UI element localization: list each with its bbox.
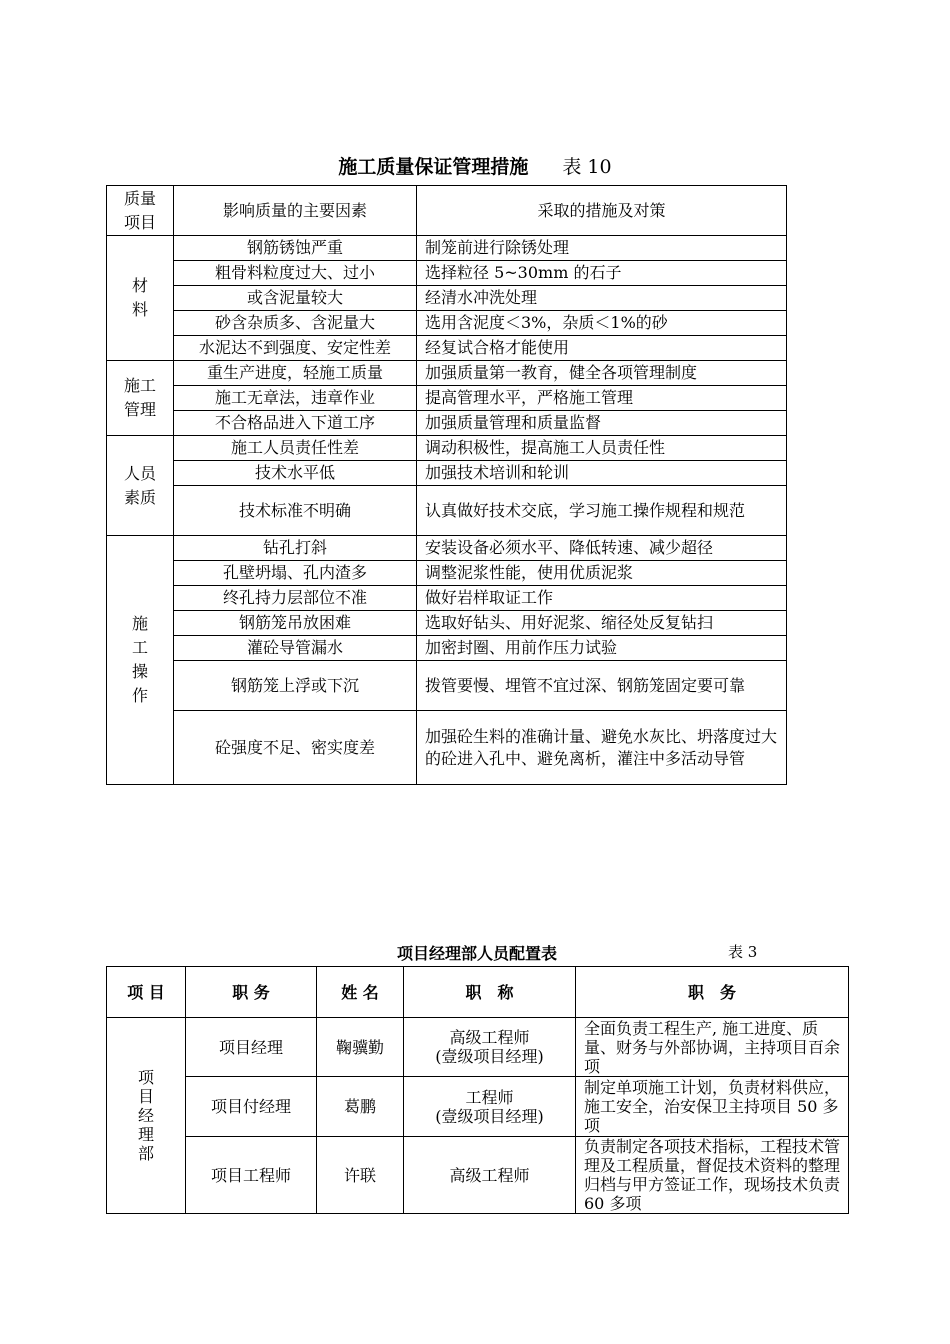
- duty-cell: 负责制定各项技术指标，工程技术管理及工程质量，督促技术资料的整理归档与甲方签证工作，现场技术负责 60 多项: [576, 1137, 849, 1214]
- table1-title: 施工质量保证管理措施: [338, 156, 529, 178]
- measure-cell: 选取好钻头、用好泥浆、缩径处反复钻扫: [417, 611, 787, 636]
- header-factor: 影响质量的主要因素: [174, 186, 417, 236]
- factor-cell: 不合格品进入下道工序: [174, 411, 417, 436]
- measure-cell: 选择粒径 5~30mm 的石子: [417, 261, 787, 286]
- table-row: [107, 311, 787, 336]
- header-position: 职 务: [186, 967, 317, 1018]
- header-title: 职 称: [404, 967, 576, 1018]
- title-cell: 高级工程师 (壹级项目经理): [404, 1018, 576, 1077]
- table-row: [107, 361, 787, 386]
- table-row: [107, 386, 787, 411]
- group-cell: 项 目 经 理 部: [107, 1018, 186, 1214]
- table-header-row: [107, 967, 849, 1018]
- category-cell: 施工 管理: [107, 361, 174, 436]
- table-header-row: [107, 186, 787, 236]
- factor-cell: 终孔持力层部位不准: [174, 586, 417, 611]
- measure-cell: 制笼前进行除锈处理: [417, 236, 787, 261]
- table-row: [107, 536, 787, 561]
- table-row: [107, 661, 787, 711]
- measure-cell: 调动积极性，提高施工人员责任性: [417, 436, 787, 461]
- table-row: [107, 1077, 849, 1137]
- factor-cell: 砼强度不足、密实度差: [174, 711, 417, 785]
- measure-cell: 加密封圈、用前作压力试验: [417, 636, 787, 661]
- measure-cell: 加强技术培训和轮训: [417, 461, 787, 486]
- table2-caption: [106, 941, 848, 965]
- position-cell: 项目经理: [186, 1018, 317, 1077]
- factor-cell: 灌砼导管漏水: [174, 636, 417, 661]
- measure-cell: 加强质量第一教育，健全各项管理制度: [417, 361, 787, 386]
- table-row: [107, 611, 787, 636]
- measure-cell: 加强质量管理和质量监督: [417, 411, 787, 436]
- table1-caption: [0, 152, 950, 179]
- measure-cell: 加强砼生料的准确计量、避免水灰比、坍落度过大的砼进入孔中、避免离析，灌注中多活动导管: [417, 711, 787, 785]
- header-name: 姓 名: [317, 967, 404, 1018]
- table-row: [107, 286, 787, 311]
- duty-cell: 全面负责工程生产, 施工进度、质量、财务与外部协调，主持项目百余项: [576, 1018, 849, 1077]
- header-category: 质量 项目: [107, 186, 174, 236]
- name-cell: 葛鹏: [317, 1077, 404, 1137]
- factor-cell: 施工无章法，违章作业: [174, 386, 417, 411]
- measure-cell: 拨管要慢、埋管不宜过深、钢筋笼固定要可靠: [417, 661, 787, 711]
- table-row: [107, 336, 787, 361]
- factor-cell: 孔壁坍塌、孔内渣多: [174, 561, 417, 586]
- table2-title: 项目经理部人员配置表: [396, 944, 557, 963]
- measure-cell: 经复试合格才能使用: [417, 336, 787, 361]
- measure-cell: 调整泥浆性能，使用优质泥浆: [417, 561, 787, 586]
- factor-cell: 钢筋锈蚀严重: [174, 236, 417, 261]
- table-row: [107, 436, 787, 461]
- table2-number: 表 3: [728, 943, 758, 961]
- header-measure: 采取的措施及对策: [417, 186, 787, 236]
- measure-cell: 做好岩样取证工作: [417, 586, 787, 611]
- table-row: [107, 711, 787, 785]
- factor-cell: 钻孔打斜: [174, 536, 417, 561]
- measure-cell: 经清水冲洗处理: [417, 286, 787, 311]
- table-row: [107, 636, 787, 661]
- staff-allocation-table: [106, 966, 849, 1214]
- title-cell: 高级工程师: [404, 1137, 576, 1214]
- position-cell: 项目工程师: [186, 1137, 317, 1214]
- duty-cell: 制定单项施工计划，负责材料供应，施工安全，治安保卫主持项目 50 多项: [576, 1077, 849, 1137]
- name-cell: 鞠骥勤: [317, 1018, 404, 1077]
- measure-cell: 安装设备必须水平、降低转速、减少超径: [417, 536, 787, 561]
- factor-cell: 或含泥量较大: [174, 286, 417, 311]
- measure-cell: 提高管理水平，严格施工管理: [417, 386, 787, 411]
- factor-cell: 钢筋笼上浮或下沉: [174, 661, 417, 711]
- category-cell: 材 料: [107, 236, 174, 361]
- factor-cell: 技术标准不明确: [174, 486, 417, 536]
- table1-number: 表 10: [562, 156, 612, 178]
- header-project: 项 目: [107, 967, 186, 1018]
- measure-cell: 认真做好技术交底，学习施工操作规程和规范: [417, 486, 787, 536]
- factor-cell: 水泥达不到强度、安定性差: [174, 336, 417, 361]
- category-cell: 人员 素质: [107, 436, 174, 536]
- quality-measures-table: [106, 185, 787, 785]
- measure-cell: 选用含泥度＜3%，杂质＜1%的砂: [417, 311, 787, 336]
- title-cell: 工程师 (壹级项目经理): [404, 1077, 576, 1137]
- factor-cell: 技术水平低: [174, 461, 417, 486]
- table-row: [107, 586, 787, 611]
- factor-cell: 重生产进度，轻施工质量: [174, 361, 417, 386]
- table-row: [107, 261, 787, 286]
- table-row: [107, 461, 787, 486]
- factor-cell: 施工人员责任性差: [174, 436, 417, 461]
- position-cell: 项目付经理: [186, 1077, 317, 1137]
- table-row: [107, 1137, 849, 1214]
- header-duty: 职 务: [576, 967, 849, 1018]
- category-cell: 施 工 操 作: [107, 536, 174, 785]
- table-row: [107, 236, 787, 261]
- table-row: [107, 411, 787, 436]
- factor-cell: 砂含杂质多、含泥量大: [174, 311, 417, 336]
- name-cell: 许联: [317, 1137, 404, 1214]
- table-row: [107, 486, 787, 536]
- table-row: [107, 1018, 849, 1077]
- factor-cell: 粗骨料粒度过大、过小: [174, 261, 417, 286]
- table-row: [107, 561, 787, 586]
- factor-cell: 钢筋笼吊放困难: [174, 611, 417, 636]
